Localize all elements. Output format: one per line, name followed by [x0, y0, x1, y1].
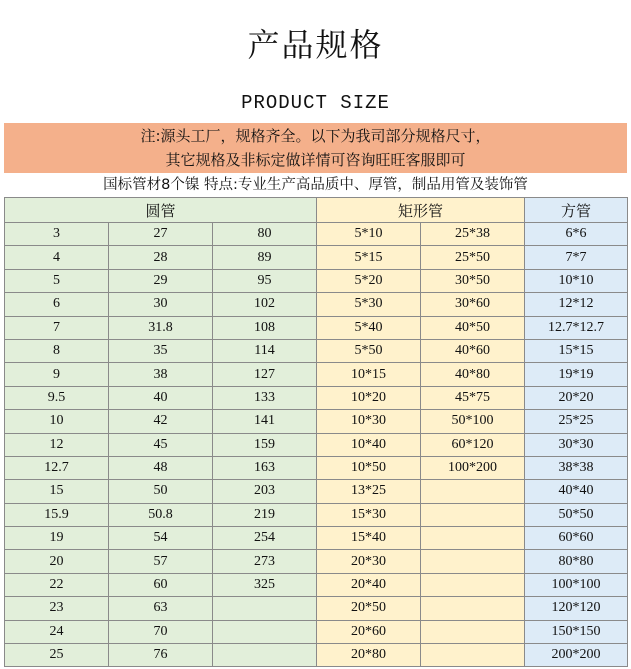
notice-banner	[4, 123, 627, 173]
round-size-cell: 48	[109, 456, 213, 479]
rect-size-cell: 5*50	[317, 339, 421, 362]
square-size-cell: 50*50	[525, 503, 628, 526]
square-size-cell: 7*7	[525, 246, 628, 269]
page-title: 产品规格	[247, 26, 384, 64]
rect-size-cell	[421, 503, 525, 526]
rect-size-cell: 5*30	[317, 293, 421, 316]
rect-size-cell: 100*200	[421, 456, 525, 479]
round-size-cell: 6	[5, 293, 109, 316]
feature-line: 国标管材8个镍 特点:专业生产高品质中、厚管，制品用管及装饰管	[103, 177, 528, 193]
table-row	[5, 363, 628, 386]
round-size-cell: 29	[109, 269, 213, 292]
header-rect-tube: 矩形管	[317, 198, 525, 223]
round-size-cell: 12	[5, 433, 109, 456]
rect-size-cell	[421, 527, 525, 550]
round-size-cell: 22	[5, 573, 109, 596]
round-size-cell: 50	[109, 480, 213, 503]
rect-size-cell	[421, 573, 525, 596]
table-row	[5, 316, 628, 339]
table-row	[5, 269, 628, 292]
round-size-cell: 35	[109, 339, 213, 362]
round-size-cell: 80	[213, 223, 317, 246]
round-size-cell	[213, 597, 317, 620]
table-header-row	[5, 198, 628, 223]
rect-size-cell: 5*10	[317, 223, 421, 246]
rect-size-cell: 10*20	[317, 386, 421, 409]
round-size-cell: 89	[213, 246, 317, 269]
table-row	[5, 293, 628, 316]
round-size-cell: 219	[213, 503, 317, 526]
square-size-cell: 6*6	[525, 223, 628, 246]
round-size-cell: 5	[5, 269, 109, 292]
table-row	[5, 456, 628, 479]
round-size-cell: 63	[109, 597, 213, 620]
round-size-cell: 163	[213, 456, 317, 479]
rect-size-cell	[421, 597, 525, 620]
round-size-cell: 254	[213, 527, 317, 550]
rect-size-cell: 40*80	[421, 363, 525, 386]
table-row	[5, 527, 628, 550]
round-size-cell: 24	[5, 620, 109, 643]
rect-size-cell: 20*80	[317, 644, 421, 667]
round-size-cell: 4	[5, 246, 109, 269]
round-size-cell: 38	[109, 363, 213, 386]
table-row	[5, 620, 628, 643]
round-size-cell: 9	[5, 363, 109, 386]
header-round-tube: 圆管	[5, 198, 317, 223]
square-size-cell: 10*10	[525, 269, 628, 292]
square-size-cell: 12.7*12.7	[525, 316, 628, 339]
round-size-cell: 76	[109, 644, 213, 667]
page-subtitle: PRODUCT SIZE	[241, 92, 390, 114]
round-size-cell: 28	[109, 246, 213, 269]
notice-line-1: 注:源头工厂，规格齐全。以下为我司部分规格尺寸，	[140, 127, 491, 145]
square-size-cell: 30*30	[525, 433, 628, 456]
round-size-cell: 108	[213, 316, 317, 339]
round-size-cell: 15	[5, 480, 109, 503]
table-row	[5, 410, 628, 433]
round-size-cell: 25	[5, 644, 109, 667]
square-size-cell: 40*40	[525, 480, 628, 503]
round-size-cell: 127	[213, 363, 317, 386]
table-row	[5, 503, 628, 526]
rect-size-cell: 5*15	[317, 246, 421, 269]
round-size-cell: 50.8	[109, 503, 213, 526]
round-size-cell: 15.9	[5, 503, 109, 526]
table-row	[5, 573, 628, 596]
round-size-cell: 10	[5, 410, 109, 433]
table-row	[5, 597, 628, 620]
rect-size-cell: 60*120	[421, 433, 525, 456]
round-size-cell: 23	[5, 597, 109, 620]
square-size-cell: 200*200	[525, 644, 628, 667]
rect-size-cell: 20*30	[317, 550, 421, 573]
rect-size-cell: 20*60	[317, 620, 421, 643]
rect-size-cell: 50*100	[421, 410, 525, 433]
rect-size-cell	[421, 644, 525, 667]
table-row	[5, 246, 628, 269]
round-size-cell: 273	[213, 550, 317, 573]
rect-size-cell: 5*40	[317, 316, 421, 339]
rect-size-cell: 40*50	[421, 316, 525, 339]
square-size-cell: 100*100	[525, 573, 628, 596]
rect-size-cell: 15*30	[317, 503, 421, 526]
round-size-cell	[213, 644, 317, 667]
table-row	[5, 386, 628, 409]
round-size-cell: 95	[213, 269, 317, 292]
round-size-cell: 42	[109, 410, 213, 433]
square-size-cell: 25*25	[525, 410, 628, 433]
rect-size-cell: 30*60	[421, 293, 525, 316]
rect-size-cell: 25*50	[421, 246, 525, 269]
round-size-cell: 40	[109, 386, 213, 409]
rect-size-cell	[421, 480, 525, 503]
round-size-cell: 19	[5, 527, 109, 550]
table-row	[5, 433, 628, 456]
square-size-cell: 20*20	[525, 386, 628, 409]
round-size-cell: 9.5	[5, 386, 109, 409]
round-size-cell: 30	[109, 293, 213, 316]
rect-size-cell: 10*50	[317, 456, 421, 479]
rect-size-cell: 10*30	[317, 410, 421, 433]
rect-size-cell: 20*50	[317, 597, 421, 620]
square-size-cell: 150*150	[525, 620, 628, 643]
square-size-cell: 80*80	[525, 550, 628, 573]
round-size-cell: 159	[213, 433, 317, 456]
square-size-cell: 120*120	[525, 597, 628, 620]
square-size-cell: 12*12	[525, 293, 628, 316]
table-row	[5, 550, 628, 573]
rect-size-cell: 20*40	[317, 573, 421, 596]
round-size-cell: 3	[5, 223, 109, 246]
round-size-cell: 133	[213, 386, 317, 409]
round-size-cell: 8	[5, 339, 109, 362]
square-size-cell: 60*60	[525, 527, 628, 550]
table-row	[5, 644, 628, 667]
rect-size-cell: 30*50	[421, 269, 525, 292]
round-size-cell: 57	[109, 550, 213, 573]
round-size-cell: 7	[5, 316, 109, 339]
round-size-cell: 203	[213, 480, 317, 503]
round-size-cell: 102	[213, 293, 317, 316]
round-size-cell: 27	[109, 223, 213, 246]
round-size-cell: 114	[213, 339, 317, 362]
round-size-cell: 20	[5, 550, 109, 573]
header-square-tube: 方管	[525, 198, 628, 223]
rect-size-cell: 5*20	[317, 269, 421, 292]
square-size-cell: 15*15	[525, 339, 628, 362]
rect-size-cell: 15*40	[317, 527, 421, 550]
rect-size-cell: 10*40	[317, 433, 421, 456]
spec-table	[4, 197, 628, 667]
round-size-cell: 60	[109, 573, 213, 596]
round-size-cell: 31.8	[109, 316, 213, 339]
square-size-cell: 38*38	[525, 456, 628, 479]
table-row	[5, 339, 628, 362]
round-size-cell: 54	[109, 527, 213, 550]
round-size-cell: 12.7	[5, 456, 109, 479]
rect-size-cell: 40*60	[421, 339, 525, 362]
round-size-cell	[213, 620, 317, 643]
notice-line-2: 其它规格及非标定做详情可咨询旺旺客服即可	[165, 151, 466, 169]
square-size-cell: 19*19	[525, 363, 628, 386]
round-size-cell: 70	[109, 620, 213, 643]
round-size-cell: 141	[213, 410, 317, 433]
rect-size-cell	[421, 620, 525, 643]
rect-size-cell	[421, 550, 525, 573]
round-size-cell: 325	[213, 573, 317, 596]
rect-size-cell: 25*38	[421, 223, 525, 246]
rect-size-cell: 13*25	[317, 480, 421, 503]
table-row	[5, 223, 628, 246]
table-row	[5, 480, 628, 503]
round-size-cell: 45	[109, 433, 213, 456]
rect-size-cell: 45*75	[421, 386, 525, 409]
rect-size-cell: 10*15	[317, 363, 421, 386]
